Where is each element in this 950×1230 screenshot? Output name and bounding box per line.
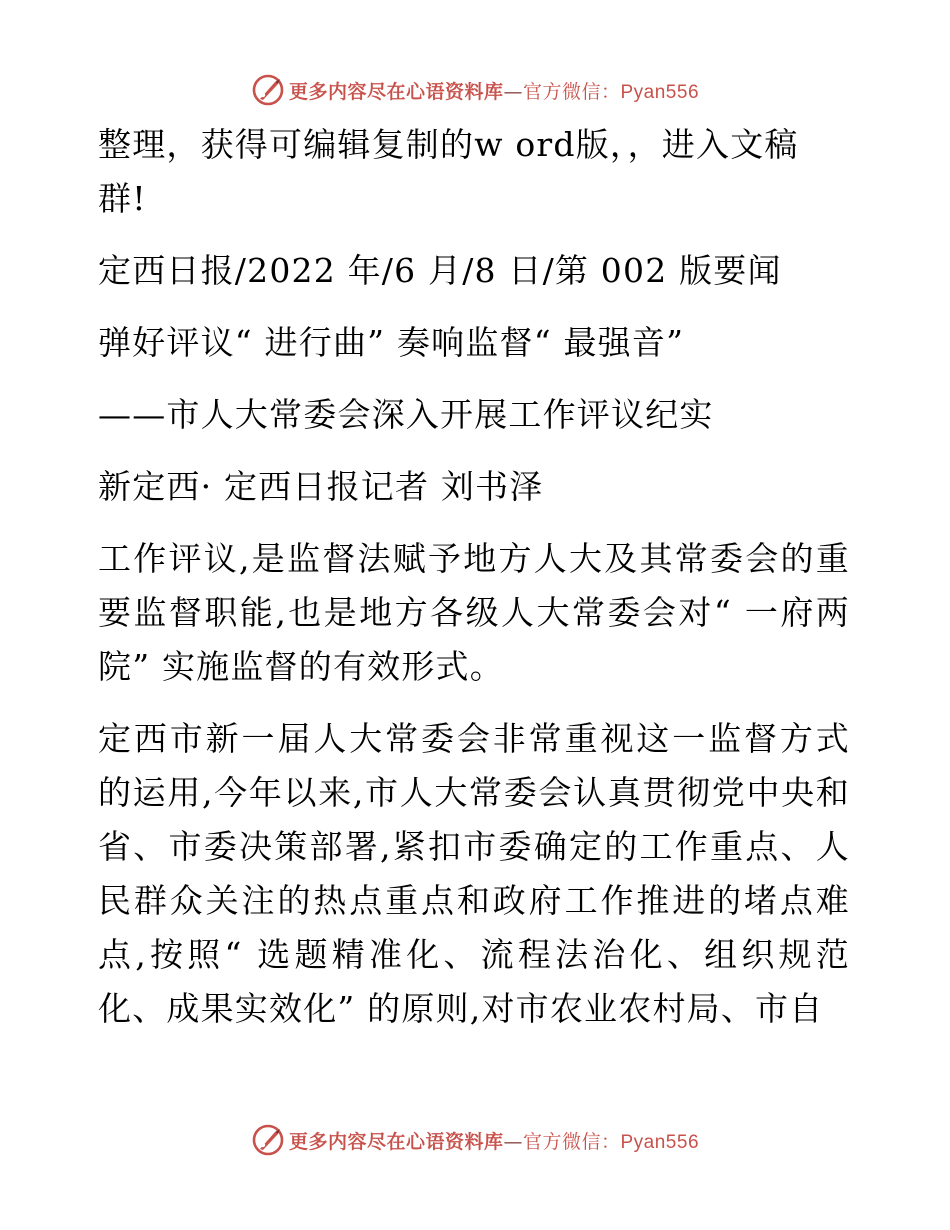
article-paragraph-1: 工作评议,是监督法赋予地方人大及其常委会的重要监督职能,也是地方各级人大常委会对“ 一府两院” 实施监督的有效形式。 bbox=[98, 539, 850, 686]
watermark-main-text: 更多内容尽在心语资料库 bbox=[288, 1130, 504, 1153]
quill-pen-circle-icon bbox=[251, 1123, 285, 1157]
watermark-id: Pyan556 bbox=[620, 1131, 700, 1153]
document-body bbox=[98, 118, 850, 1036]
watermark-dash: — bbox=[503, 1130, 523, 1153]
watermark-dash: — bbox=[503, 80, 523, 103]
watermark-label: 官方微信： bbox=[522, 1130, 621, 1153]
article-subheadline: ——市人大常委会深入开展工作评议纪实 bbox=[98, 395, 714, 434]
quill-pen-circle-icon bbox=[251, 73, 285, 107]
watermark-text bbox=[289, 77, 699, 104]
watermark-label: 官方微信： bbox=[522, 80, 621, 103]
article-paragraph-2: 定西市新一届人大常委会非常重视这一监督方式的运用,今年以来,市人大常委会认真贯彻党中央和省、市委决策部署,紧扣市委确定的工作重点、人民群众关注的热点重点和政府工作推进的堵点难点,按照“ 选题精准化、流程法治化、组织规范化、成果实效化” 的原则,对市农业农村局、市自 bbox=[98, 719, 851, 1028]
header-watermark bbox=[0, 70, 950, 110]
article-byline: 新定西· 定西日报记者 刘书泽 bbox=[98, 467, 544, 506]
intro-line-1: 整理，获得可编辑复制的w ord版，，进入文稿 bbox=[98, 125, 799, 164]
watermark-text bbox=[289, 1127, 699, 1154]
article-source: 定西日报/2022 年/6 月/8 日/第 002 版要闻 bbox=[98, 251, 782, 290]
footer-watermark bbox=[0, 1120, 950, 1160]
watermark-main-text: 更多内容尽在心语资料库 bbox=[288, 80, 504, 103]
watermark-id: Pyan556 bbox=[620, 81, 700, 103]
intro-line-2: 群! bbox=[98, 179, 147, 218]
article-headline: 弹好评议“ 进行曲” 奏响监督“ 最强音” bbox=[98, 323, 685, 362]
